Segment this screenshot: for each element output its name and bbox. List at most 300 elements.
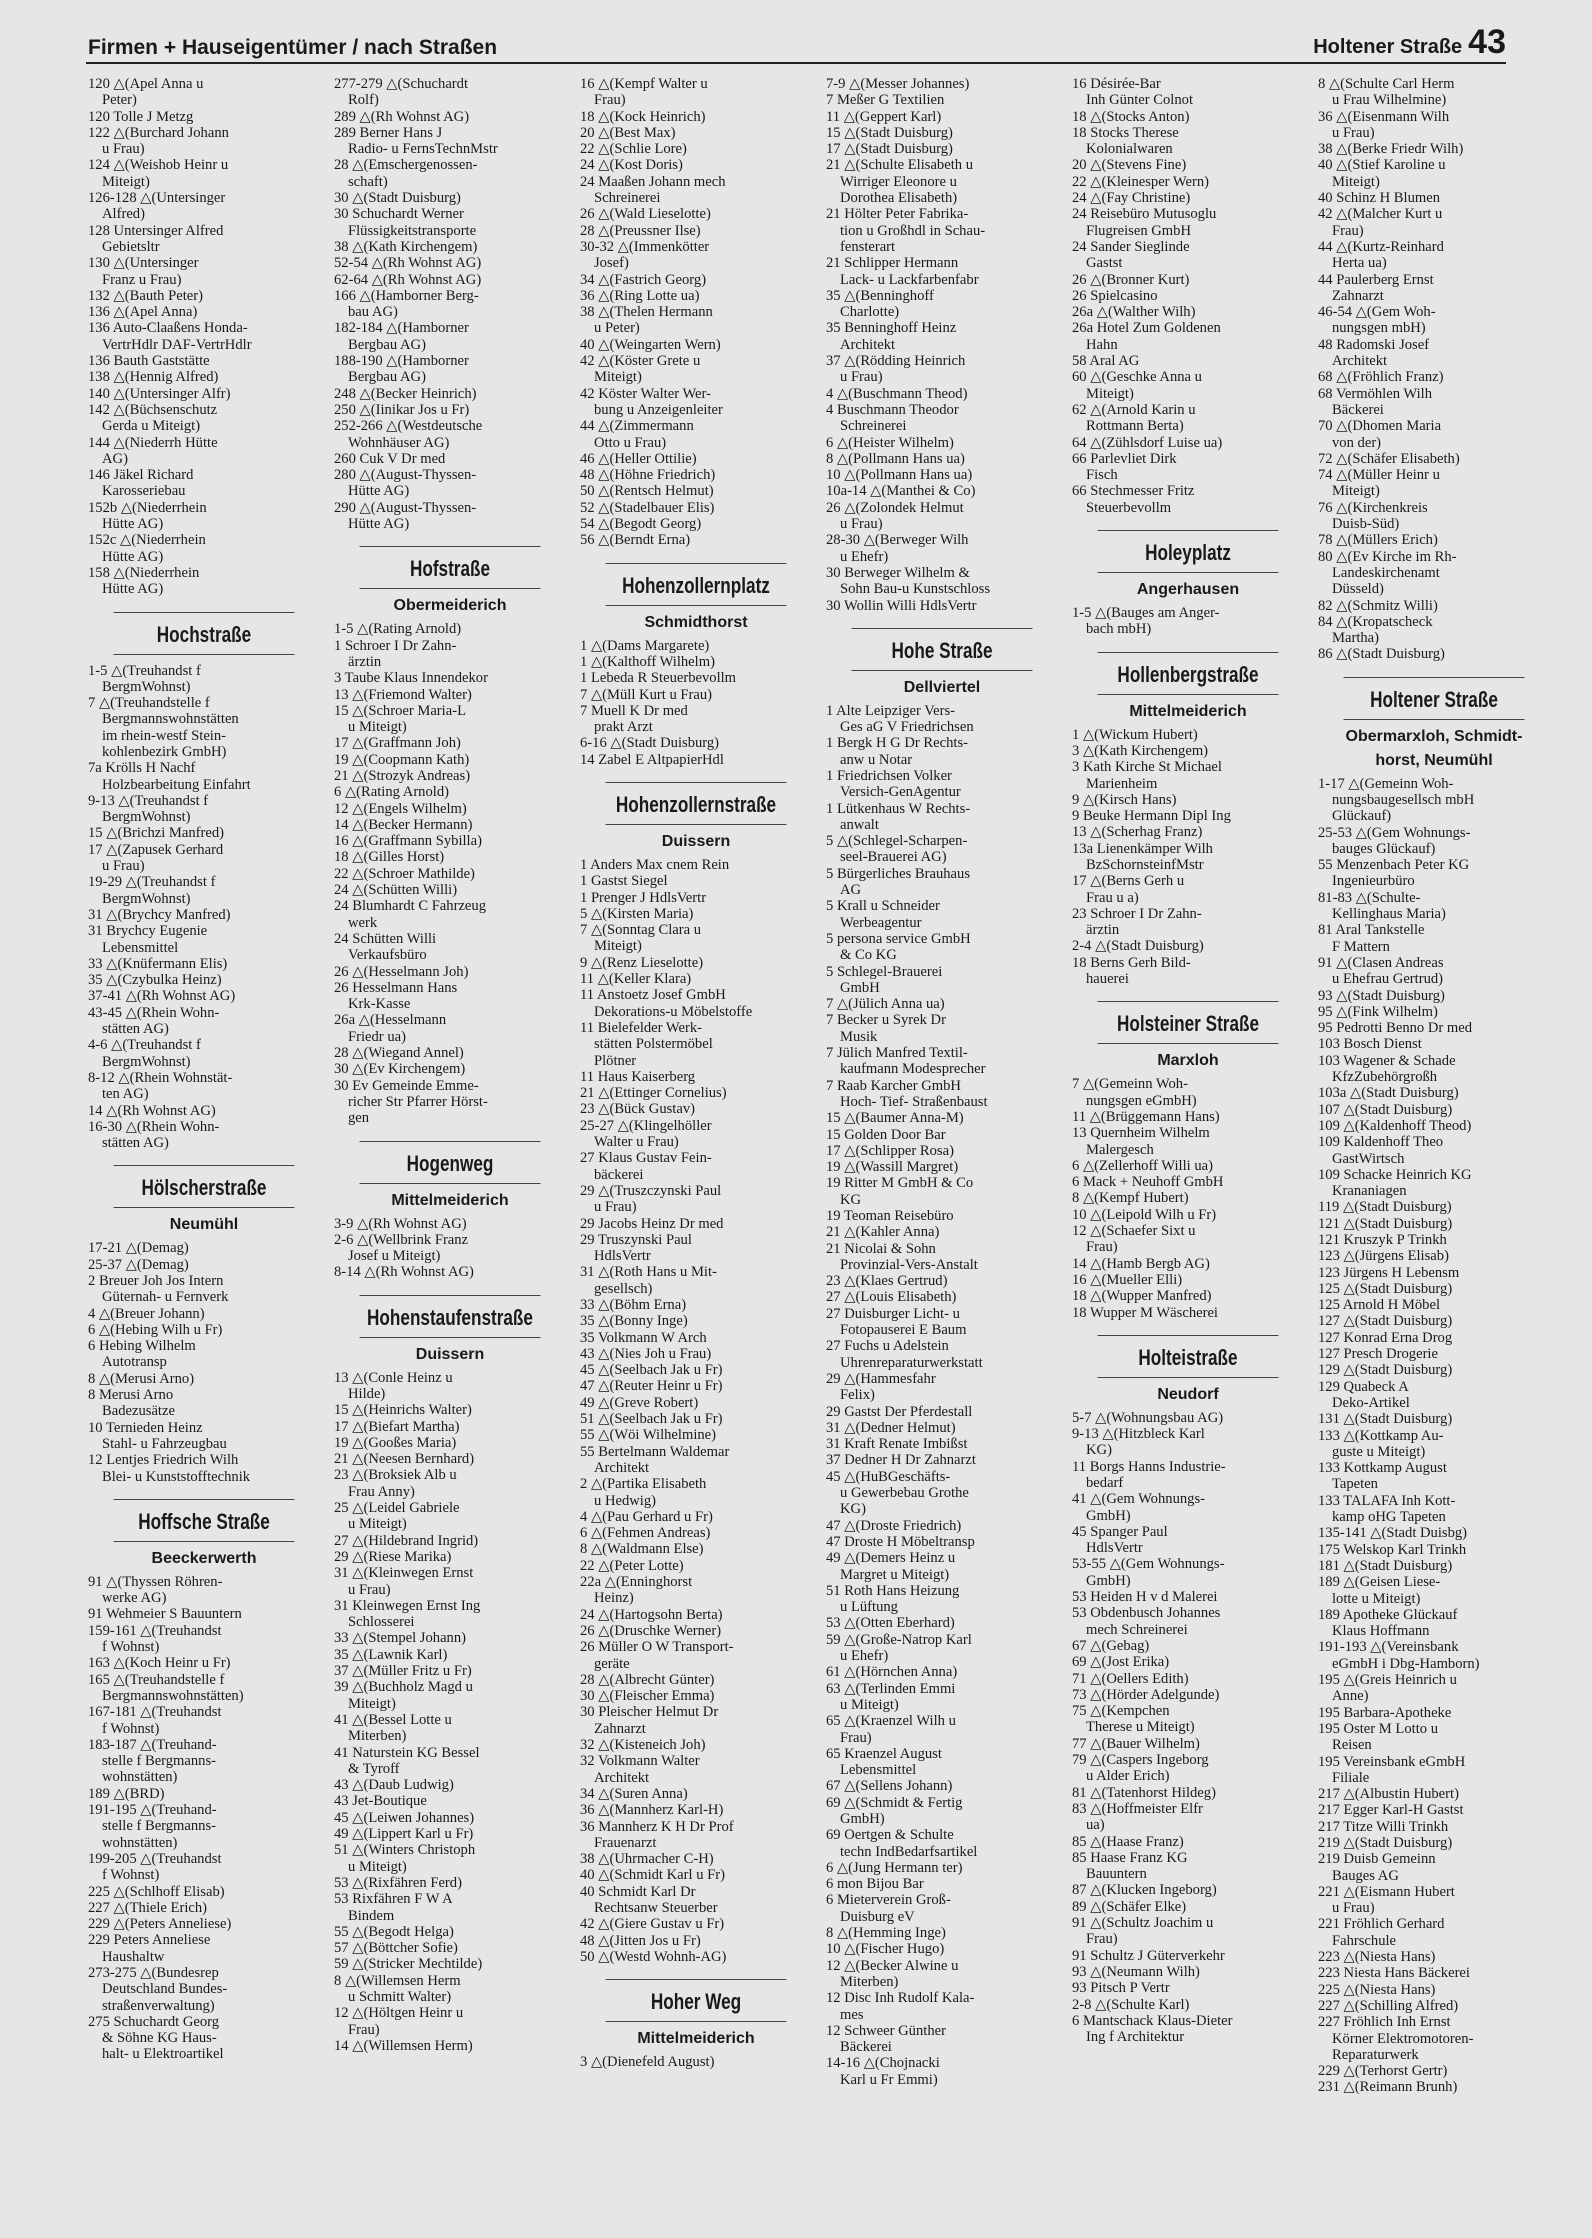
entry-continuation: u Miteigt) (348, 719, 407, 736)
entry-continuation: gen (348, 1110, 370, 1127)
entry-continuation: & Söhne KG Haus- (102, 2030, 217, 2047)
directory-entry: 37 △(Müller Fritz u Fr) (334, 1663, 472, 1680)
directory-entry: 152c △(Niederrhein (88, 532, 206, 549)
entry-continuation: Dorothea Elisabeth) (840, 190, 958, 207)
directory-entry: 6-16 △(Stadt Duisburg) (580, 735, 720, 752)
entry-continuation: u Frau) (102, 141, 145, 158)
directory-entry: 31 Brychcy Eugenie (88, 923, 208, 940)
street-heading: Hofstraße (360, 546, 541, 589)
directory-entry: 7 Becker u Syrek Dr (826, 1012, 946, 1029)
directory-entry: 58 Aral AG (1072, 353, 1140, 370)
directory-column (88, 76, 320, 2226)
entry-continuation: u Ehefrau Gertrud) (1332, 971, 1444, 988)
entry-continuation: Flugreisen GmbH (1086, 222, 1191, 239)
directory-entry: 8 △(Pollmann Hans ua) (826, 450, 965, 467)
entry-continuation: Hütte AG) (348, 483, 410, 500)
entry-continuation: Filiale (1332, 1769, 1370, 1786)
directory-entry: 17 △(Schlipper Rosa) (826, 1142, 954, 1159)
entry-continuation: werke AG) (102, 1590, 167, 1607)
entry-continuation: u Miteigt) (348, 1516, 407, 1533)
directory-entry: 9-13 △(Treuhandst f (88, 792, 209, 809)
entry-continuation: ten AG) (102, 1086, 149, 1103)
directory-entry: 5 △(Schlegel-Scharpen- (826, 833, 968, 850)
directory-entry: 79 △(Caspers Ingeborg (1072, 1752, 1209, 1769)
entry-continuation: prakt Arzt (594, 719, 653, 736)
directory-entry: 124 △(Weishob Heinr u (88, 157, 229, 174)
entry-continuation: u Alder Erich) (1086, 1768, 1170, 1785)
entry-continuation: Hoch- Tief- Straßenbaust (840, 1093, 988, 1110)
directory-entry: 93 △(Neumann Wilh) (1072, 1963, 1200, 1980)
entry-continuation: Ing f Architektur (1086, 2029, 1185, 2046)
entry-continuation: BergmWohnst) (102, 678, 191, 695)
entry-continuation: AG (840, 882, 862, 899)
district-heading: Obermarxloh, Schmidt- (1345, 727, 1523, 745)
directory-entry: 37 Dedner H Dr Zahnarzt (826, 1452, 976, 1469)
directory-entry: 103 Wagener & Schade (1318, 1052, 1456, 1069)
entry-continuation: Fisch (1086, 467, 1118, 484)
directory-entry: 33 △(Knüfermann Elis) (88, 955, 228, 972)
entry-continuation: Gerda u Miteigt) (102, 418, 201, 435)
directory-entry: 7a Krölls H Nachf (88, 760, 196, 777)
entry-continuation: Frau Anny) (348, 1483, 415, 1500)
directory-entry: 40 △(Schmidt Karl u Fr) (580, 1867, 725, 1884)
directory-entry: 152b △(Niederrhein (88, 499, 207, 516)
directory-entry: 31 △(Kleinwegen Ernst (334, 1565, 474, 1582)
directory-entry: 31 △(Roth Hans u Mit- (580, 1264, 717, 1281)
entry-continuation: eGmbH i Dbg-Hamborn) (1332, 1655, 1480, 1672)
entry-continuation: Architekt (594, 1769, 650, 1786)
directory-entry: 9 Beuke Hermann Dipl Ing (1072, 808, 1231, 825)
directory-entry: 5-7 △(Wohnungsbau AG) (1072, 1409, 1224, 1426)
entry-continuation: KfzZubehörgroßh (1332, 1069, 1438, 1086)
directory-entry: 36 △(Ring Lotte ua) (580, 287, 700, 304)
directory-entry: 37-41 △(Rh Wohnst AG) (88, 988, 236, 1005)
directory-entry: 7 △(Müll Kurt u Frau) (580, 686, 713, 703)
directory-entry: 221 △(Eismann Hubert (1318, 1883, 1455, 1900)
directory-entry: 6 △(Rating Arnold) (334, 784, 449, 801)
entry-continuation: ärztin (348, 653, 382, 670)
entry-continuation: Hahn (1086, 336, 1118, 353)
directory-entry: 45 △(Seelbach Jak u Fr) (580, 1362, 723, 1379)
directory-entry: 175 Welskop Karl Trinkh (1318, 1541, 1467, 1558)
directory-entry: 217 Titze Willi Trinkh (1318, 1818, 1449, 1835)
entry-continuation: HdlsVertr (594, 1248, 651, 1265)
directory-entry: 15 △(Baumer Anna-M) (826, 1110, 964, 1127)
entry-continuation: Architekt (594, 1459, 650, 1476)
directory-entry: 69 △(Schmidt & Fertig (826, 1794, 963, 1811)
directory-entry: 28 △(Emschergenossen- (334, 157, 478, 174)
directory-entry: 42 △(Giere Gustav u Fr) (580, 1916, 725, 1933)
entry-continuation: wohnstätten) (102, 1769, 178, 1786)
entry-continuation: kohlenbezirk GmbH) (102, 743, 227, 760)
entry-continuation: Badezusätze (102, 1403, 175, 1420)
street-heading: Holeyplatz (1098, 530, 1279, 573)
directory-entry: 183-187 △(Treuhand- (88, 1736, 217, 1753)
directory-entry: 50 △(Rentsch Helmut) (580, 483, 714, 500)
directory-column (580, 76, 812, 2226)
directory-entry: 70 △(Dhomen Maria (1318, 418, 1442, 435)
directory-entry: 31 △(Brychcy Manfred) (88, 906, 231, 923)
entry-continuation: Plötner (594, 1052, 637, 1069)
directory-entry: 280 △(August-Thyssen- (334, 467, 477, 484)
entry-continuation: u Miteigt) (348, 1858, 407, 1875)
directory-entry: 51 △(Seelbach Jak u Fr) (580, 1411, 723, 1428)
directory-entry: 8 △(Waldmann Else) (580, 1541, 704, 1558)
entry-continuation: Bergbau AG) (348, 336, 426, 353)
directory-column (826, 76, 1058, 2226)
district-heading: Neudorf (1157, 1385, 1219, 1403)
entry-continuation: lotte u Miteigt) (1332, 1590, 1421, 1607)
directory-entry: 1 Anders Max cnem Rein (580, 856, 730, 873)
directory-entry: 195 △(Greis Heinrich u (1318, 1672, 1457, 1689)
entry-continuation: f Wohnst) (102, 1720, 160, 1737)
directory-columns (88, 76, 1523, 2226)
entry-continuation: Miteigt) (1086, 385, 1134, 402)
entry-continuation: schaft) (348, 173, 388, 190)
street-heading: Hollenbergstraße (1098, 652, 1279, 695)
entry-continuation: geräte (594, 1655, 630, 1672)
directory-entry: 53 Heiden H v d Malerei (1072, 1589, 1218, 1606)
entry-continuation: Bergbau AG) (348, 369, 426, 386)
street-heading: Hoffsche Straße (114, 1499, 295, 1542)
entry-continuation: Gastst (1086, 255, 1123, 272)
directory-entry: 53 △(Rixfähren Ferd) (334, 1874, 462, 1891)
entry-continuation: Schreinerei (594, 190, 661, 207)
directory-entry: 34 △(Fastrich Georg) (580, 271, 707, 288)
directory-entry: 3 △(Kath Kirchengem) (1072, 742, 1209, 759)
directory-entry: 23 Schroer I Dr Zahn- (1072, 905, 1202, 922)
directory-entry: 85 △(Haase Franz) (1072, 1833, 1184, 1850)
entry-continuation: stätten AG) (102, 1021, 169, 1038)
directory-column (334, 76, 566, 2226)
directory-entry: 12 △(Höltgen Heinr u (334, 2005, 464, 2022)
entry-continuation: Kellinghaus Maria) (1332, 906, 1446, 923)
directory-entry: 135-141 △(Stadt Duisbg) (1318, 1525, 1468, 1542)
directory-entry: 10 Ternieden Heinz (88, 1419, 203, 1436)
entry-continuation: Frau) (348, 2021, 380, 2038)
directory-entry: 26 △(Wald Lieselotte) (580, 206, 711, 223)
entry-continuation: Schreinerei (840, 418, 907, 435)
directory-entry: 50 △(Westd Wohnh-AG) (580, 1948, 727, 1965)
directory-entry: 4 △(Breuer Johann) (88, 1305, 205, 1322)
directory-entry: 8 △(Merusi Arno) (88, 1370, 195, 1387)
street-heading: Hogenweg (360, 1141, 541, 1184)
entry-continuation: Bergmannswohnstätten) (102, 1687, 244, 1704)
directory-entry: 7 △(Sonntag Clara u (580, 922, 702, 939)
directory-entry: 29 △(Riese Marika) (334, 1548, 452, 1565)
entry-continuation: Margret u Miteigt) (840, 1566, 950, 1583)
directory-entry: 7 △(Treuhandstelle f (88, 695, 210, 712)
directory-entry: 5 Schlegel-Brauerei (826, 963, 943, 980)
entry-continuation: Hütte AG) (102, 548, 164, 565)
entry-continuation: nungsgen mbH) (1332, 320, 1426, 337)
directory-entry: 19 Ritter M GmbH & Co (826, 1175, 974, 1192)
entry-continuation: Tapeten (1332, 1476, 1378, 1493)
directory-entry: 119 △(Stadt Duisburg) (1318, 1199, 1452, 1216)
directory-entry: 6 Mantschack Klaus-Dieter (1072, 2012, 1233, 2029)
district-heading: Mittelmeiderich (637, 2030, 755, 2048)
directory-entry: 38 △(Uhrmacher C-H) (580, 1851, 714, 1868)
entry-continuation: u Frau) (594, 1199, 637, 1216)
entry-continuation: anw u Notar (840, 751, 913, 768)
directory-entry: 195 Oster M Lotto u (1318, 1720, 1438, 1737)
directory-entry: 41 △(Gem Wohnungs- (1072, 1491, 1206, 1508)
entry-continuation: Bindem (348, 1907, 395, 1924)
entry-continuation: Reparaturwerk (1332, 2046, 1419, 2063)
directory-entry: 26a Hotel Zum Goldenen (1072, 320, 1221, 337)
directory-entry: 158 △(Niederrhein (88, 564, 200, 581)
directory-entry: 144 △(Niederrh Hütte (88, 434, 218, 451)
entry-continuation: Charlotte) (840, 304, 900, 321)
directory-entry: 87 △(Klucken Ingeborg) (1072, 1882, 1217, 1899)
directory-entry: 4 Buschmann Theodor (826, 401, 959, 418)
directory-entry: 26 Müller O W Transport- (580, 1639, 734, 1656)
directory-entry: 81 Aral Tankstelle (1318, 922, 1425, 939)
directory-entry: 221 Fröhlich Gerhard (1318, 1916, 1445, 1933)
directory-entry: 15 △(Schroer Maria-L (334, 702, 466, 719)
entry-continuation: Miteigt) (1332, 483, 1380, 500)
entry-continuation: techn IndBedarfsartikel (840, 1843, 978, 1860)
entry-continuation: Güternah- u Fernverk (102, 1289, 229, 1306)
directory-entry: 1-17 △(Gemeinn Woh- (1318, 775, 1454, 792)
directory-entry: 84 △(Kropatscheck (1318, 613, 1433, 630)
directory-entry: 250 △(Iinikar Jos u Fr) (334, 401, 470, 418)
directory-entry: 127 △(Stadt Duisburg) (1318, 1313, 1453, 1330)
entry-continuation: u Frau) (102, 858, 145, 875)
entry-continuation: von der) (1332, 434, 1382, 451)
directory-entry: 93 Pitsch P Vertr (1072, 1980, 1170, 1997)
entry-continuation: Josef u Miteigt) (348, 1248, 441, 1265)
directory-entry: 225 △(Niesta Hans) (1318, 1981, 1436, 1998)
entry-continuation: Ges aG V Friedrichsen (840, 719, 974, 736)
entry-continuation: Düsseld) (1332, 581, 1384, 598)
directory-entry: 36 Mannherz K H Dr Prof (580, 1818, 734, 1835)
entry-continuation: nungsbaugesellsch mbH (1332, 791, 1475, 808)
directory-entry: 217 Egger Karl-H Gastst (1318, 1802, 1464, 1819)
entry-continuation: Steuerbevollm (1086, 499, 1172, 516)
directory-entry: 1 Friedrichsen Volker (826, 767, 952, 784)
directory-entry: 55 △(Begodt Helga) (334, 1923, 454, 1940)
directory-entry: 17 △(Graffmann Joh) (334, 735, 461, 752)
entry-continuation: bung u Anzeigenleiter (594, 401, 723, 418)
directory-entry: 27 Duisburger Licht- u (826, 1305, 960, 1322)
street-heading: Hölscherstraße (114, 1165, 295, 1208)
directory-entry: 9 △(Renz Lieselotte) (580, 954, 704, 971)
entry-continuation: tion u Großhdl in Schau- (840, 222, 986, 239)
directory-entry: 67 △(Sellens Johann) (826, 1778, 953, 1795)
entry-continuation: Fotopauserei E Baum (840, 1322, 967, 1339)
directory-entry: 43 △(Daub Ludwig) (334, 1777, 454, 1794)
entry-continuation: KG) (1086, 1442, 1112, 1459)
entry-continuation: Provinzial-Vers-Anstalt (840, 1256, 978, 1273)
directory-entry: 66 Stechmesser Fritz (1072, 483, 1195, 500)
directory-entry: 1 Lütkenhaus W Rechts- (826, 800, 971, 817)
entry-continuation: Rottmann Berta) (1086, 418, 1184, 435)
directory-entry: 125 △(Stadt Duisburg) (1318, 1280, 1453, 1297)
directory-entry: 12 Schweer Günther (826, 2022, 946, 2039)
entry-continuation: Krananiagen (1332, 1183, 1407, 1200)
directory-entry: 78 △(Müllers Erich) (1318, 532, 1438, 549)
directory-entry: 9-13 △(Hitzbleck Karl (1072, 1426, 1205, 1443)
directory-entry: 47 △(Droste Friedrich) (826, 1517, 962, 1534)
directory-entry: 62 △(Arnold Karin u (1072, 401, 1196, 418)
directory-entry: 21 △(Kahler Anna) (826, 1224, 940, 1241)
directory-entry: 1 Prenger J HdlsVertr (580, 889, 707, 906)
directory-entry: 57 △(Böttcher Sofie) (334, 1940, 458, 1957)
directory-entry: 2-8 △(Schulte Karl) (1072, 1996, 1190, 2013)
directory-entry: 25-53 △(Gem Wohnungs- (1318, 824, 1471, 841)
entry-continuation: Hütte AG) (102, 581, 164, 598)
directory-entry: 227 Fröhlich Inh Ernst (1318, 2014, 1451, 2031)
directory-entry: 1-5 △(Bauges am Anger- (1072, 605, 1220, 622)
running-street-name: Holtener Straße (1313, 36, 1463, 58)
directory-entry: 53 Obdenbusch Johannes (1072, 1605, 1221, 1622)
directory-entry: 40 △(Stief Karoline u (1318, 157, 1446, 174)
entry-continuation: GmbH (840, 979, 880, 996)
directory-entry: 260 Cuk V Dr med (334, 450, 446, 467)
directory-entry: 195 Vereinsbank eGmbH (1318, 1753, 1466, 1770)
directory-entry: 22 △(Schroer Mathilde) (334, 865, 475, 882)
entry-continuation: Friedr ua) (348, 1028, 406, 1045)
directory-entry: 21 Hölter Peter Fabrika- (826, 206, 969, 223)
directory-entry: 60 △(Geschke Anna u (1072, 369, 1202, 386)
directory-entry: 5 Krall u Schneider (826, 898, 940, 915)
directory-entry: 188-190 △(Hamborner (334, 353, 469, 370)
entry-continuation: Frau) (1086, 1931, 1118, 1948)
entry-continuation: f Wohnst) (102, 1639, 160, 1656)
directory-entry: 28-30 △(Berweger Wilh (826, 532, 969, 549)
directory-entry: 26a △(Walther Wilh) (1072, 304, 1196, 321)
entry-continuation: bau AG) (348, 304, 398, 321)
district-heading: Duissern (415, 1345, 485, 1363)
directory-entry: 10 △(Pollmann Hans ua) (826, 467, 973, 484)
directory-entry: 24 △(Kost Doris) (580, 157, 683, 174)
directory-entry: 7 △(Gemeinn Woh- (1072, 1076, 1188, 1093)
directory-entry: 91 △(Clasen Andreas (1318, 954, 1444, 971)
entry-continuation: Reisen (1332, 1737, 1372, 1754)
directory-entry: 14-16 △(Chojnacki (826, 2055, 940, 2072)
entry-continuation: f Wohnst) (102, 1867, 160, 1884)
entry-continuation: Inh Günter Colnot (1086, 92, 1194, 109)
directory-entry: 219 Duisb Gemeinn (1318, 1851, 1436, 1868)
directory-entry: 38 △(Kath Kirchengem) (334, 238, 478, 255)
entry-continuation: Architekt (1332, 353, 1388, 370)
entry-continuation: Blei- u Kunststofftechnik (102, 1468, 251, 1485)
directory-entry: 29 Truszynski Paul (580, 1231, 692, 1248)
directory-entry: 48 △(Höhne Friedrich) (580, 467, 716, 484)
entry-continuation: BergmWohnst) (102, 809, 191, 826)
directory-entry: 53-55 △(Gem Wohnungs- (1072, 1556, 1225, 1573)
district-heading: Mittelmeiderich (1129, 702, 1247, 720)
entry-continuation: Frau) (840, 1729, 872, 1746)
directory-entry: 1 △(Wickum Hubert) (1072, 726, 1198, 743)
directory-entry: 28 △(Preussner Ilse) (580, 222, 701, 239)
district-heading: Schmidthorst (644, 613, 748, 631)
directory-entry: 6 △(Heister Wilhelm) (826, 434, 954, 451)
directory-entry: 13 △(Scherhag Franz) (1072, 824, 1203, 841)
directory-entry: 47 Droste H Möbeltransp (826, 1533, 975, 1550)
directory-entry: 223 △(Niesta Hans) (1318, 1949, 1436, 1966)
directory-entry: 30 △(Fleischer Emma) (580, 1688, 715, 1705)
entry-continuation: bauges Glückauf) (1332, 840, 1436, 857)
directory-entry: 21 Nicolai & Sohn (826, 1240, 936, 1257)
directory-entry: 63 △(Terlinden Emmi (826, 1680, 956, 1697)
directory-entry: 33 △(Böhm Erna) (580, 1297, 687, 1313)
entry-continuation: Haushaltw (102, 1948, 165, 1965)
directory-entry: 109 △(Kaldenhoff Theod) (1318, 1117, 1472, 1134)
entry-continuation: Fahrschule (1332, 1932, 1397, 1949)
directory-entry: 17 △(Stadt Duisburg) (826, 141, 953, 158)
directory-entry: 28 △(Albrecht Günter) (580, 1671, 715, 1688)
directory-entry: 31 △(Dedner Helmut) (826, 1419, 956, 1436)
directory-entry: 22 △(Peter Lotte) (580, 1557, 684, 1574)
directory-entry: 32 Volkmann Walter (580, 1753, 700, 1770)
directory-entry: 54 △(Begodt Georg) (580, 516, 702, 533)
entry-continuation: Holzbearbeitung Einfahrt (102, 776, 251, 793)
directory-entry: 93 △(Stadt Duisburg) (1318, 987, 1445, 1004)
entry-continuation: stelle f Bergmanns- (102, 1818, 217, 1835)
entry-continuation: Schlosserei (348, 1614, 415, 1631)
directory-entry: 290 △(August-Thyssen- (334, 499, 477, 516)
directory-entry: 24 Sander Sieglinde (1072, 238, 1190, 255)
directory-entry: 18 △(Stocks Anton) (1072, 108, 1190, 125)
directory-entry: 65 △(Kraenzel Wilh u (826, 1713, 956, 1730)
directory-entry: 25 △(Leidel Gabriele (334, 1500, 460, 1517)
directory-entry: 189 Apotheke Glückauf (1318, 1606, 1458, 1623)
entry-continuation: Franz u Frau) (102, 271, 182, 288)
entry-continuation: Körner Elektromotoren- (1332, 2030, 1474, 2047)
street-heading: Hohe Straße (852, 628, 1033, 671)
directory-entry: 18 Wupper M Wäscherei (1072, 1304, 1218, 1321)
directory-entry: 30-32 △(Immenkötter (580, 238, 710, 255)
directory-entry: 38 △(Thelen Hermann (580, 304, 713, 321)
entry-continuation: Frauenarzt (594, 1834, 657, 1851)
entry-continuation: Therese u Miteigt) (1086, 1719, 1195, 1736)
directory-entry: 166 △(Hamborner Berg- (334, 287, 479, 304)
entry-continuation: u Ehefr) (840, 548, 889, 565)
entry-continuation: Wohnhäuser AG) (348, 434, 450, 451)
directory-entry: 36 △(Mannherz Karl-H) (580, 1802, 724, 1819)
entry-continuation: Miteigt) (1332, 173, 1380, 190)
entry-continuation: seel-Brauerei AG) (840, 849, 947, 866)
running-street (1313, 23, 1506, 62)
district-heading: Beeckerwerth (151, 1549, 257, 1567)
directory-entry: 231 △(Reimann Brunh) (1318, 2079, 1458, 2096)
directory-entry: 69 Oertgen & Schulte (826, 1827, 954, 1844)
entry-continuation: stätten Polstermöbel (594, 1036, 713, 1053)
directory-entry: 11 Bielefelder Werk- (580, 1019, 703, 1036)
directory-entry: 11 △(Keller Klara) (580, 971, 692, 988)
entry-continuation: Peter) (102, 92, 137, 109)
entry-continuation: GastWirtsch (1332, 1150, 1405, 1167)
directory-entry: 136 Bauth Gaststätte (88, 353, 210, 370)
directory-entry: 107 △(Stadt Duisburg) (1318, 1101, 1453, 1118)
entry-continuation: Ingenieurbüro (1332, 873, 1415, 890)
directory-entry: 16 Désirée-Bar (1072, 76, 1161, 92)
entry-continuation: Radio- u FernsTechnMstr (348, 141, 498, 158)
directory-entry: 18 Stocks Therese (1072, 124, 1179, 141)
directory-entry: 7 Muell K Dr med (580, 702, 688, 719)
directory-entry: 55 Bertelmann Waldemar (580, 1443, 730, 1460)
entry-continuation: GmbH) (1086, 1507, 1131, 1524)
directory-entry: 35 △(Bonny Inge) (580, 1313, 688, 1330)
directory-entry: 16 △(Kempf Walter u (580, 76, 708, 92)
directory-entry: 24 △(Fay Christine) (1072, 190, 1191, 207)
directory-entry: 68 △(Fröhlich Franz) (1318, 369, 1444, 386)
directory-entry: 8-14 △(Rh Wohnst AG) (334, 1264, 474, 1281)
directory-entry: 103 Bosch Dienst (1318, 1036, 1422, 1053)
entry-continuation: Sohn Bau-u Kunstschloss (840, 581, 990, 598)
